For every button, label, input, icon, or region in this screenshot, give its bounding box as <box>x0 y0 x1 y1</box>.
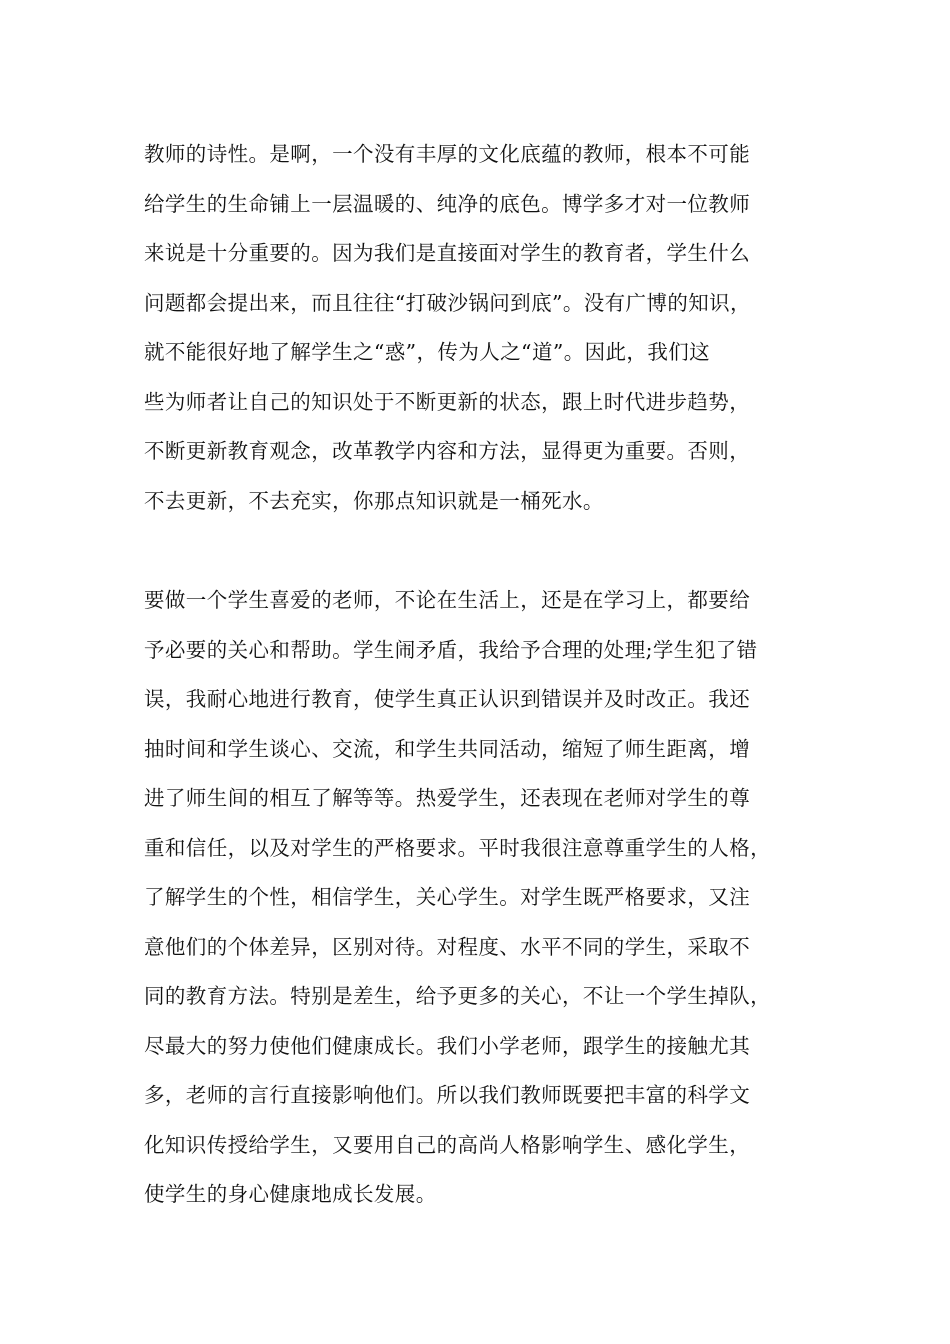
text-line: 进了师生间的相互了解等等。热爱学生，还表现在老师对学生的尊 <box>144 786 751 810</box>
text-line: 误，我耐心地进行教育，使学生真正认识到错误并及时改正。我还 <box>144 687 751 711</box>
paragraph-teacher-knowledge <box>144 134 824 530</box>
text-line: 就不能很好地了解学生之“惑”，传为人之“道”。因此，我们这 <box>144 340 711 364</box>
text-line: 些为师者让自己的知识处于不断更新的状态，跟上时代进步趋势， <box>144 389 751 414</box>
text-line: 予必要的关心和帮助。学生闹矛盾，我给予合理的处理;学生犯了错 <box>144 637 758 662</box>
text-line: 要做一个学生喜爱的老师，不论在生活上，还是在学习上，都要给 <box>144 588 751 612</box>
text-line: 教师的诗性。是啊，一个没有丰厚的文化底蕴的教师，根本不可能 <box>144 142 751 166</box>
text-line: 抽时间和学生谈心、交流，和学生共同活动，缩短了师生距离，增 <box>144 736 751 761</box>
text-line: 多，老师的言行直接影响他们。所以我们教师既要把丰富的科学文 <box>144 1083 751 1107</box>
paragraph-caring-for-students <box>144 580 824 1224</box>
text-line: 使学生的身心健康地成长发展。 <box>144 1182 437 1206</box>
text-line: 了解学生的个性，相信学生，关心学生。对学生既严格要求，又注 <box>144 885 751 909</box>
text-line: 不去更新，不去充实，你那点知识就是一桶死水。 <box>144 488 604 513</box>
text-line: 不断更新教育观念，改革教学内容和方法，显得更为重要。否则， <box>144 439 751 463</box>
text-line: 给学生的生命铺上一层温暖的、纯净的底色。博学多才对一位教师 <box>144 191 751 216</box>
text-line: 来说是十分重要的。因为我们是直接面对学生的教育者，学生什么 <box>144 241 751 265</box>
text-line: 意他们的个体差异，区别对待。对程度、水平不同的学生，采取不 <box>144 934 751 959</box>
text-line: 尽最大的努力使他们健康成长。我们小学老师，跟学生的接触尤其 <box>144 1033 751 1058</box>
text-line: 化知识传授给学生，又要用自己的高尚人格影响学生、感化学生， <box>144 1132 751 1157</box>
text-line: 重和信任，以及对学生的严格要求。平时我很注意尊重学生的人格， <box>144 835 771 860</box>
text-line: 同的教育方法。特别是差生，给予更多的关心，不让一个学生掉队， <box>144 984 771 1008</box>
text-line: 问题都会提出来，而且往往“打破沙锅问到底”。没有广博的知识， <box>144 290 751 315</box>
